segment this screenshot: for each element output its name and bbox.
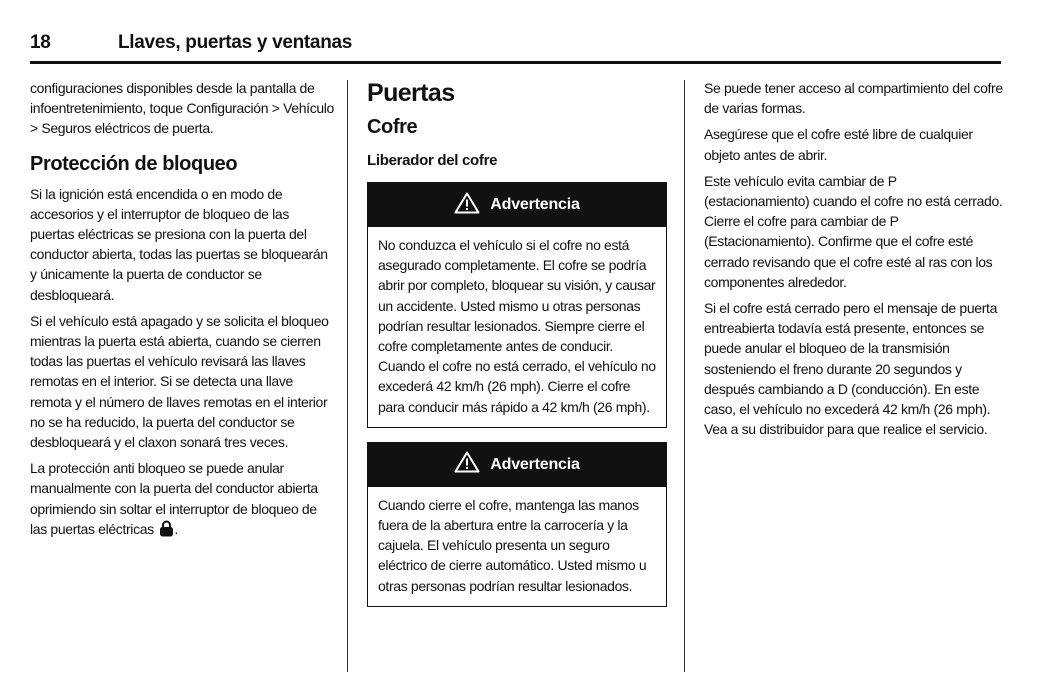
column-left: [30, 78, 335, 548]
warning-header: [368, 183, 666, 227]
page-number: 18: [30, 32, 51, 53]
body-paragraph: Se puede tener acceso al compartimiento del cofre de varias formas.: [704, 80, 1003, 117]
padlock-icon: [159, 520, 174, 542]
column-right: [704, 78, 1004, 445]
warning-body: [368, 487, 666, 606]
section-heading: Protección de bloqueo: [30, 152, 238, 175]
section-title: Cofre: [367, 116, 418, 138]
body-paragraph: Si el cofre está cerrado pero el mensaje de puerta entreabierta todavía está presente, entonces se puede anular el bloqueo de la transmisión sosteniendo el freno durante 20 segundos y después cambiando a D (conducción). En este caso, el vehículo no excederá 42 km/h (26 mph). Vea a su distribuidor para que realice el servicio.: [704, 300, 998, 438]
warning-body: [368, 227, 666, 427]
column-middle: [367, 78, 667, 619]
body-paragraph: Si la ignición está encendida o en modo de accesorios y el interruptor de bloqueo de las puertas eléctricas se presiona con la puerta del conductor abierta, todas las puertas se bloquearán y únicamente la puerta de conductor se desbloqueará.: [30, 185, 328, 303]
column-divider: [347, 80, 348, 672]
chapter-title: Puertas: [367, 79, 455, 107]
warning-text: Cuando cierre el cofre, mantenga las manos fuera de la abertura entre la carrocería y la cajuela. El vehículo presenta un seguro eléctrico de cierre automático. Usted mismo u otras personas podrían resultar lesionados.: [378, 496, 647, 594]
paragraph-text: La protección anti bloqueo se puede anular manualmente con la puerta del conductor abierta oprimiendo sin soltar el interruptor de bloqueo de las puertas eléctricas: [30, 460, 318, 537]
paragraph-end: .: [174, 520, 178, 537]
page-header: [30, 30, 1001, 64]
warning-triangle-icon: [454, 451, 480, 478]
warning-triangle-icon: [454, 192, 480, 219]
warning-text: No conduzca el vehículo si el cofre no está asegurado completamente. El cofre se podría abrir por completo, bloquear su visión, y causar un accidente. Usted mismo u otras personas podrían resultar lesionados. Siempre cierre el cofre completamente antes de conducir. Cuando el cofre no está cerrado, el vehículo no excederá 42 km/h (26 mph). Cierre el cofre para conducir más rápido a 42 km/h (26 mph).: [378, 237, 656, 415]
warning-label: Advertencia: [490, 196, 580, 213]
column-divider: [684, 80, 685, 672]
warning-box: [367, 442, 667, 607]
body-paragraph: Asegúrese que el cofre esté libre de cualquier objeto antes de abrir.: [704, 126, 973, 163]
body-paragraph-with-icon: [30, 458, 335, 542]
warning-label: Advertencia: [490, 455, 580, 473]
warning-box: [367, 182, 667, 428]
running-title: Llaves, puertas y ventanas: [118, 32, 353, 53]
subsection-title: Liberador del cofre: [367, 152, 498, 169]
body-paragraph: Este vehículo evita cambiar de P (estacionamiento) cuando el cofre no está cerrado. Cierre el cofre para cambiar de P (Estacionamiento). Confirme que el cofre esté cerrado revisando que el cofre esté al ras con los componentes alrededor.: [704, 172, 1003, 290]
intro-paragraph: configuraciones disponibles desde la pantalla de infoentretenimiento, toque Configuración > Vehículo > Seguros eléctricos de puerta.: [30, 80, 334, 137]
warning-header: [368, 443, 666, 487]
body-paragraph: Si el vehículo está apagado y se solicita el bloqueo mientras la puerta está abierta, cuando se cierren todas las puertas el vehículo revisará las llaves remotas en el interior. Si se detecta una llave remota y el número de llaves remotas en el interior no se ha reducido, la puerta del conductor se desbloqueará y el claxon sonará tres veces.: [30, 312, 329, 451]
